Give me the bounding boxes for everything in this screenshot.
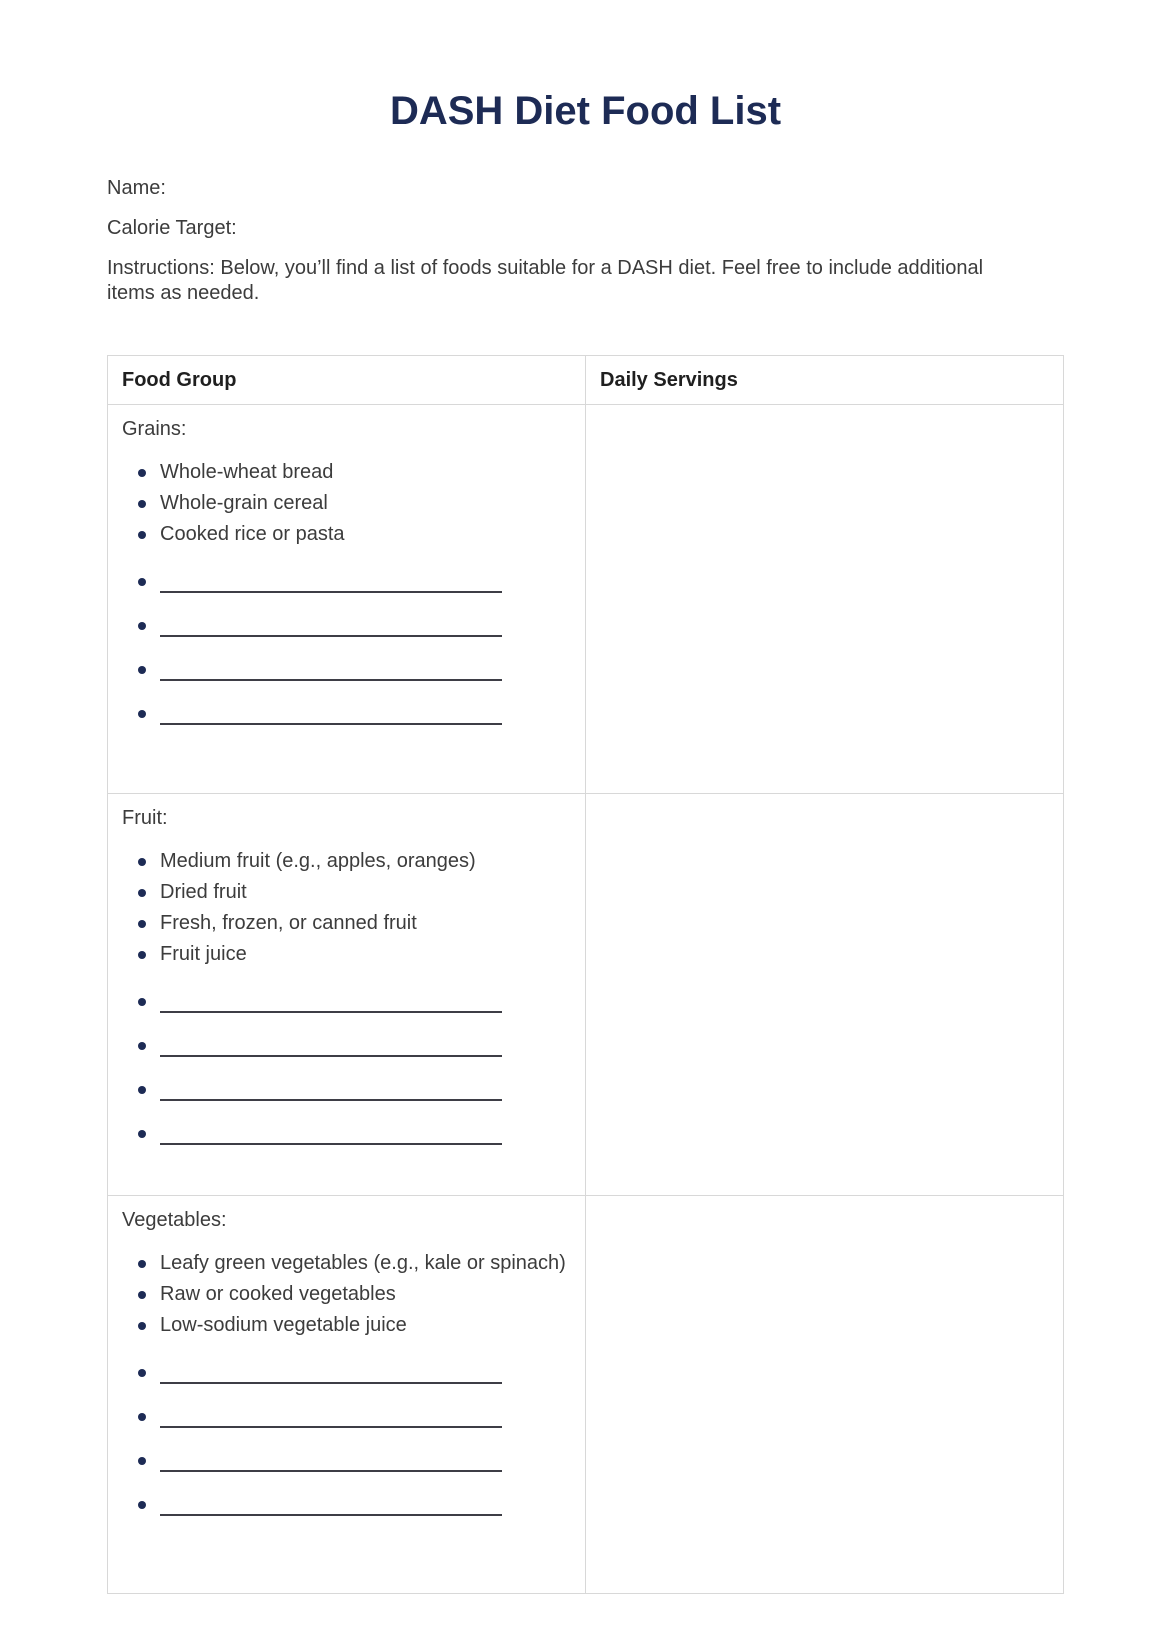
blank-list-item — [160, 1033, 571, 1061]
list-item: Dried fruit — [160, 877, 571, 908]
food-group-cell-grains — [108, 405, 586, 794]
blank-list-item — [160, 989, 571, 1017]
blank-list-item — [160, 1360, 571, 1388]
group-label-grains: Grains: — [122, 418, 187, 440]
blank-list-item — [160, 1448, 571, 1476]
write-in-line[interactable] — [160, 569, 502, 593]
write-in-line[interactable] — [160, 1033, 502, 1057]
food-group-cell-fruit — [108, 794, 586, 1196]
table-header-row — [108, 356, 1064, 405]
food-group-cell-vegetables — [108, 1196, 586, 1594]
write-in-line[interactable] — [160, 1360, 502, 1384]
list-item: Medium fruit (e.g., apples, oranges) — [160, 846, 571, 877]
group-label-fruit: Fruit: — [122, 807, 168, 829]
column-header-daily-servings: Daily Servings — [586, 356, 1064, 405]
blank-list-item — [160, 1404, 571, 1432]
instructions-text: Instructions: Below, you’ll find a list of foods suitable for a DASH diet. Feel free to include additional items as needed. — [107, 257, 984, 304]
blank-list-item — [160, 1492, 571, 1520]
table-row-fruit — [108, 794, 1064, 1196]
blank-list-item — [160, 657, 571, 685]
blank-list-item — [160, 613, 571, 641]
write-in-line[interactable] — [160, 1077, 502, 1101]
list-item: Whole-grain cereal — [160, 488, 571, 519]
food-list-table — [107, 355, 1064, 1594]
list-item: Raw or cooked vegetables — [160, 1279, 571, 1310]
write-in-line[interactable] — [160, 613, 502, 637]
list-item: Leafy green vegetables (e.g., kale or spinach) — [160, 1248, 571, 1279]
blank-list-item — [160, 1077, 571, 1105]
name-field-label: Name: — [107, 177, 166, 199]
blank-list-item — [160, 569, 571, 597]
blank-list-item — [160, 1121, 571, 1149]
grains-item-list — [122, 457, 571, 729]
column-header-food-group: Food Group — [108, 356, 586, 405]
fruit-item-list — [122, 846, 571, 1149]
write-in-line[interactable] — [160, 1448, 502, 1472]
list-item: Whole-wheat bread — [160, 457, 571, 488]
table-row-vegetables — [108, 1196, 1064, 1594]
table-row-grains — [108, 405, 1064, 794]
group-label-vegetables: Vegetables: — [122, 1209, 227, 1231]
vegetables-item-list — [122, 1248, 571, 1520]
write-in-line[interactable] — [160, 989, 502, 1013]
daily-servings-cell-fruit[interactable] — [586, 794, 1064, 1196]
list-item: Fruit juice — [160, 939, 571, 970]
write-in-line[interactable] — [160, 1404, 502, 1428]
calorie-target-field-label: Calorie Target: — [107, 217, 237, 239]
write-in-line[interactable] — [160, 657, 502, 681]
page-title: DASH Diet Food List — [389, 89, 782, 133]
blank-list-item — [160, 701, 571, 729]
daily-servings-cell-grains[interactable] — [586, 405, 1064, 794]
write-in-line[interactable] — [160, 1492, 502, 1516]
list-item: Cooked rice or pasta — [160, 519, 571, 550]
list-item: Low-sodium vegetable juice — [160, 1310, 571, 1341]
write-in-line[interactable] — [160, 701, 502, 725]
write-in-line[interactable] — [160, 1121, 502, 1145]
daily-servings-cell-vegetables[interactable] — [586, 1196, 1064, 1594]
list-item: Fresh, frozen, or canned fruit — [160, 908, 571, 939]
